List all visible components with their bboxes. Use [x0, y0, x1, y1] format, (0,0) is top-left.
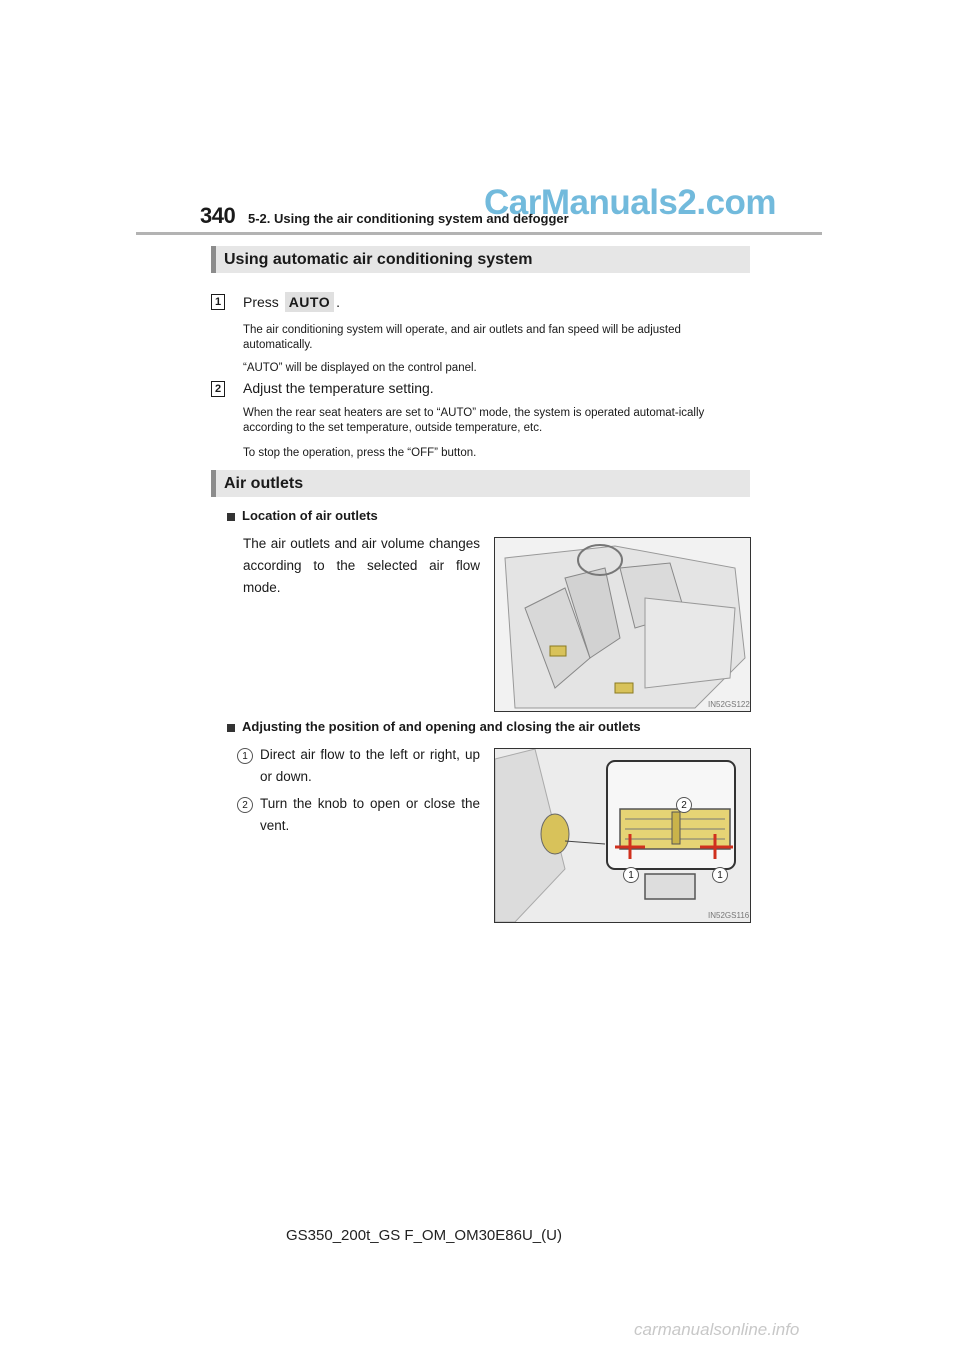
section-bar-tab: [211, 246, 216, 273]
vent-drawing: [495, 749, 750, 922]
vent-adjustment-illustration: [494, 748, 751, 923]
step-1-text: [243, 292, 340, 312]
item-number-1: 1: [237, 748, 253, 764]
figure-code-1: IN52GS122: [708, 700, 750, 709]
step-1-text-after: .: [336, 294, 340, 310]
section-title-auto-ac: Using automatic air conditioning system: [224, 250, 533, 268]
bullet-square-icon: [227, 724, 235, 732]
bullet-square-icon: [227, 513, 235, 521]
watermark-bottom[interactable]: carmanualsonline.info: [634, 1320, 800, 1339]
location-body: The air outlets and air volume changes according to the selected air flow mode.: [243, 536, 480, 595]
step-2-note-1: When the rear seat heaters are set to “AUTO” mode, the system is operated automat-ically according to the set temperature, outside temperature, etc.: [243, 407, 705, 434]
section-bar-outlets: [211, 470, 750, 497]
callout-1-left: 1: [623, 867, 639, 883]
step-2-text: Adjust the temperature setting.: [243, 380, 434, 396]
figure-code-2: IN52GS116: [708, 911, 750, 920]
adjusting-heading-text: Adjusting the position of and opening and closing the air outlets: [242, 719, 641, 734]
location-heading-text: Location of air outlets: [242, 508, 378, 523]
document-code: GS350_200t_GS F_OM_OM30E86U_(U): [286, 1227, 562, 1244]
step-1-text-before: Press: [243, 294, 279, 310]
interior-air-outlets-illustration: [494, 537, 751, 712]
step-number-1: 1: [211, 294, 225, 310]
callout-2-vent-knob: 2: [676, 797, 692, 813]
callout-1-right: 1: [712, 867, 728, 883]
step-1-note-1: The air conditioning system will operate, and air outlets and fan speed will be adjusted automatically.: [243, 324, 681, 351]
item-1-text: Direct air flow to the left or right, up or down.: [260, 747, 480, 784]
header-rule: [136, 232, 822, 235]
location-heading: [227, 508, 378, 523]
section-bar-auto-ac: [211, 246, 750, 273]
interior-drawing: [495, 538, 750, 711]
watermark-top[interactable]: CarManuals2.com: [484, 183, 777, 222]
item-number-2: 2: [237, 797, 253, 813]
step-2-note-2: To stop the operation, press the “OFF” button.: [243, 447, 477, 459]
step-1-note-2: “AUTO” will be displayed on the control panel.: [243, 362, 477, 374]
section-title-outlets: Air outlets: [224, 474, 304, 492]
adjusting-heading: [227, 719, 641, 734]
section-path: 5-2. Using the air conditioning system and defogger: [248, 211, 569, 226]
step-number-2: 2: [211, 381, 225, 397]
page-number: 340: [200, 203, 236, 228]
item-2-text: Turn the knob to open or close the vent.: [260, 796, 480, 833]
section-bar-tab: [211, 470, 216, 497]
auto-button-icon: AUTO: [285, 292, 334, 312]
